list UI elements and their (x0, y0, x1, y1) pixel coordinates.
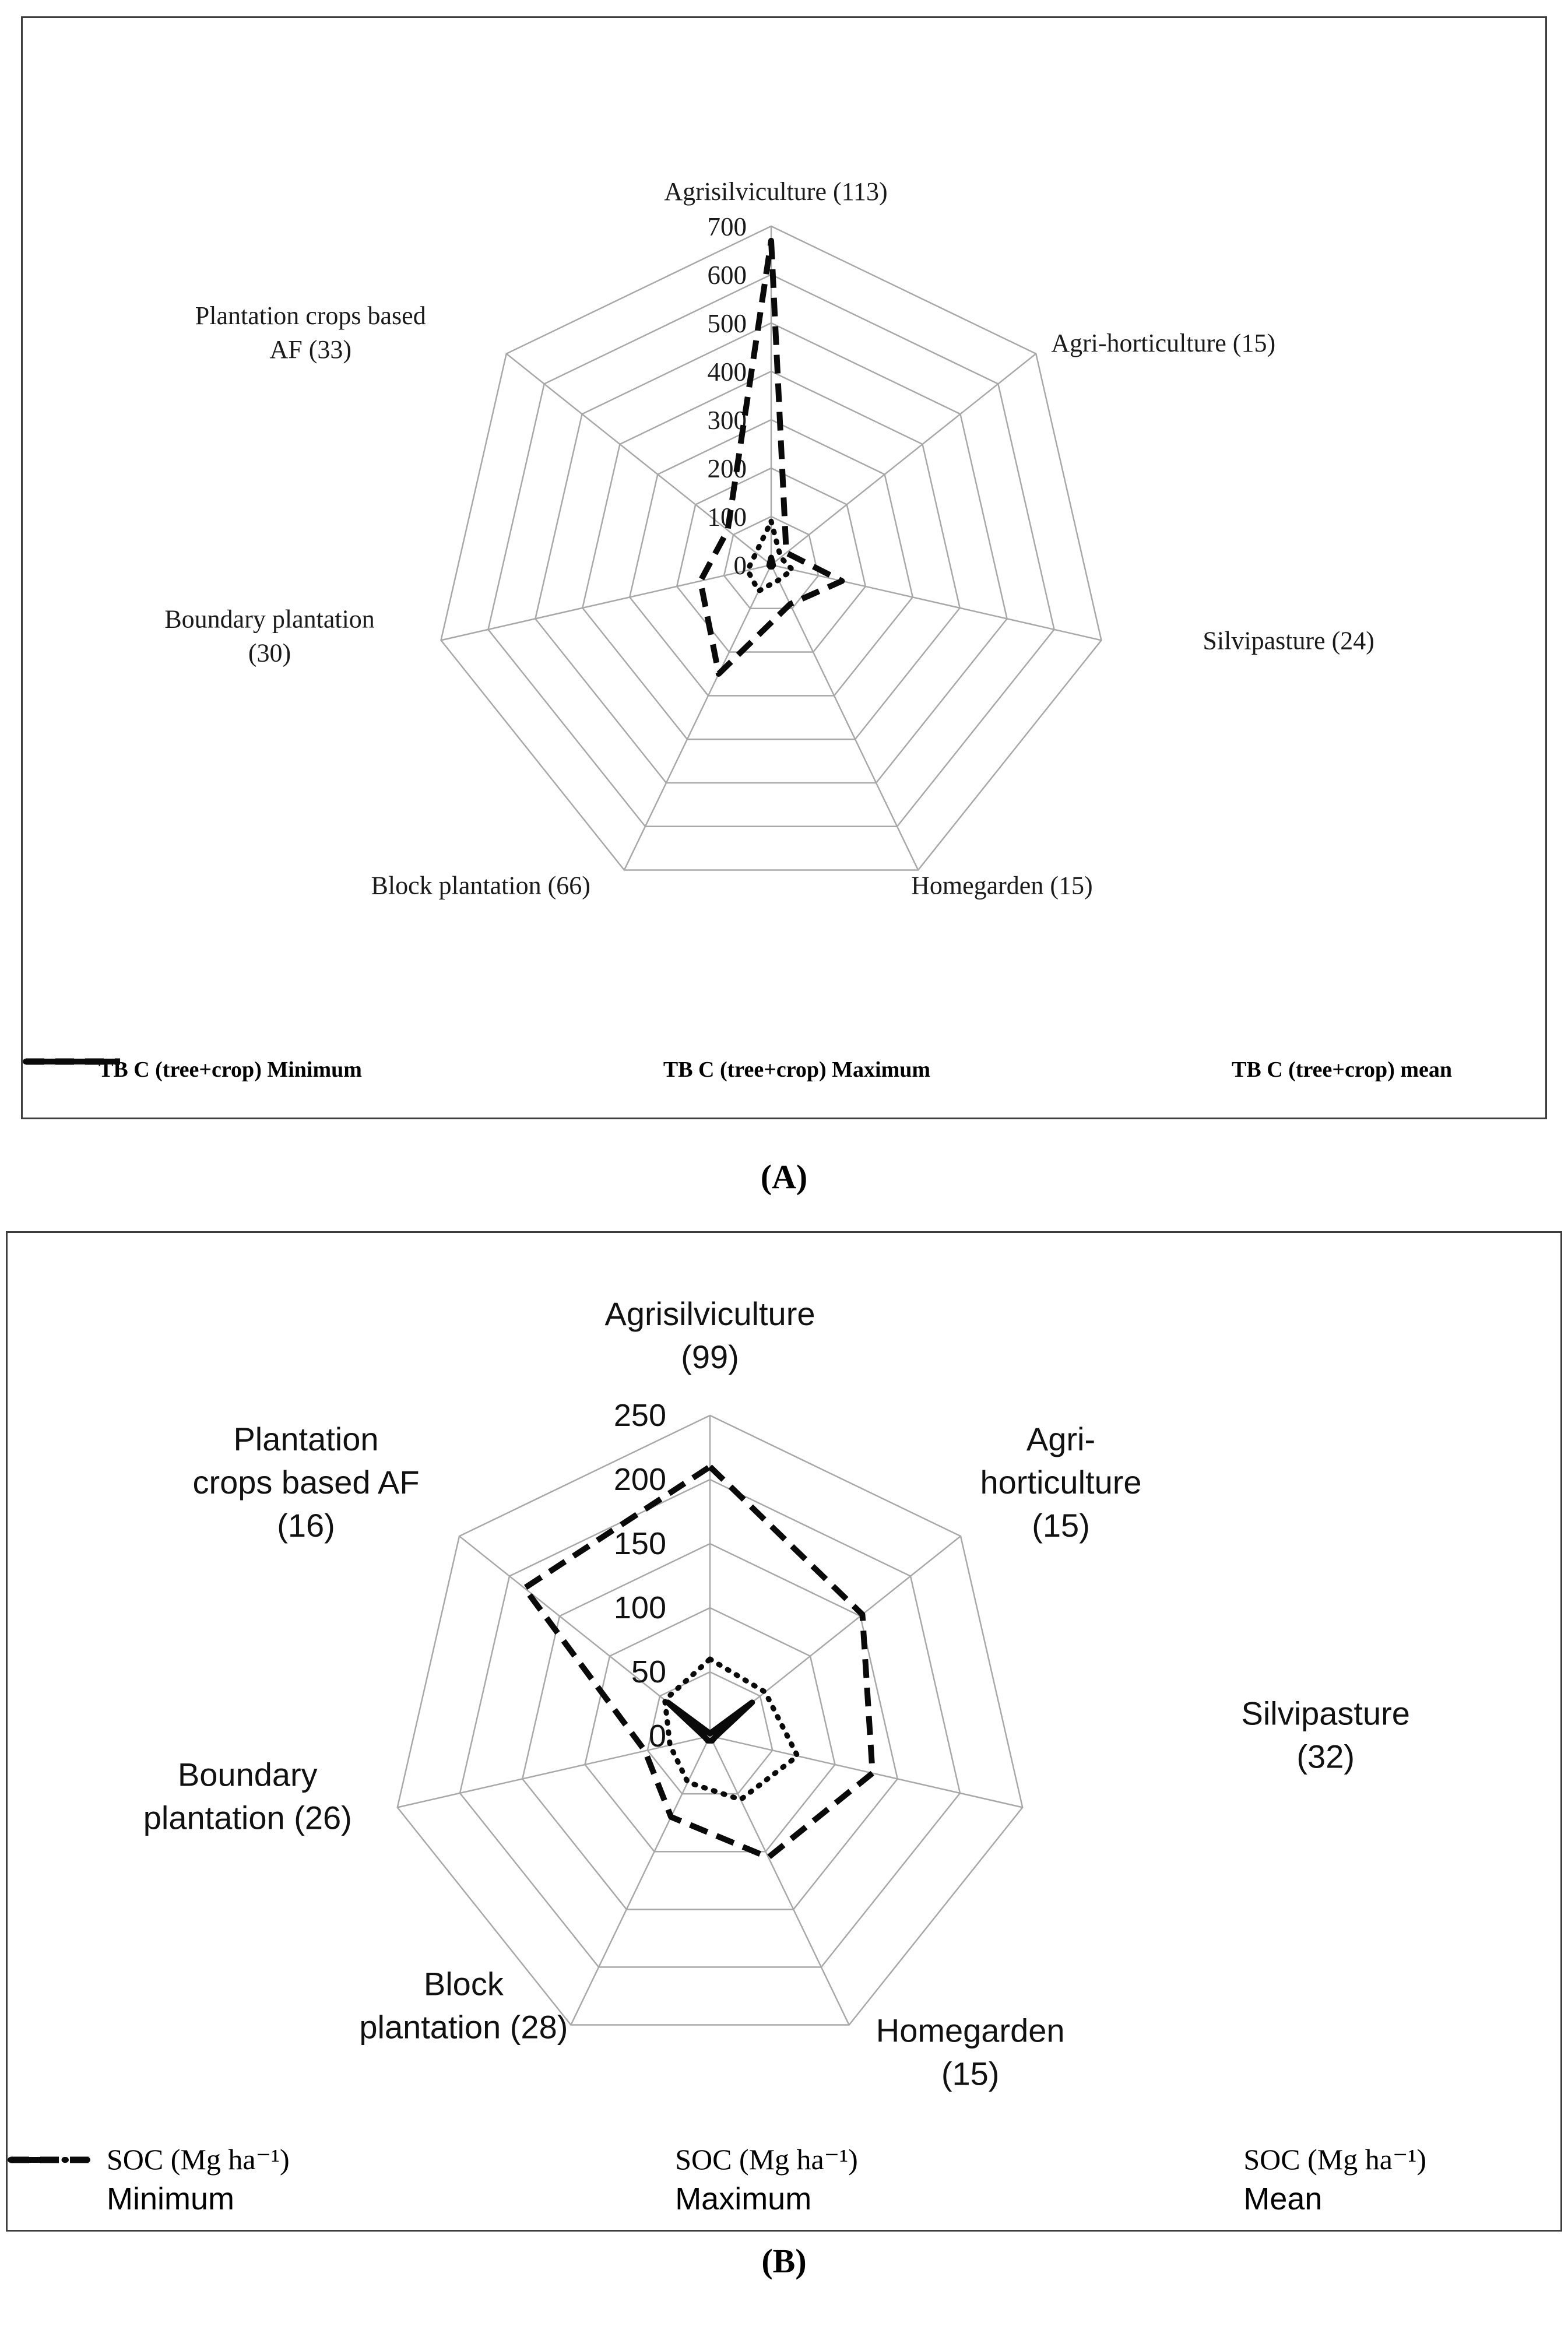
axis-label: Agrisilviculture (99) (604, 1295, 815, 1375)
radial-tick-label: 600 (707, 261, 747, 290)
axis-label: Block plantation (28) (359, 1965, 568, 2046)
axis-label: Boundary plantation (26) (143, 1756, 352, 1836)
radar-spoke (771, 565, 918, 870)
axis-label: Homegarden (15) (911, 871, 1093, 900)
caption-a: (A) (760, 1158, 808, 1196)
legend-a (23, 1057, 1545, 1083)
radar-spoke (624, 565, 771, 870)
legend-label-mean: Mean (1243, 2181, 1323, 2216)
axis-label: Plantation crops based AF (33) (195, 301, 426, 364)
legend-label-maximum: TB C (tree+crop) Maximum (663, 1057, 931, 1082)
axis-label: Silvipasture (32) (1241, 1695, 1410, 1775)
legend-label-soc: SOC (Mg ha⁻¹) (107, 2143, 290, 2176)
legend-item-mean (1232, 1057, 1452, 1083)
legend-label-maximum: Maximum (675, 2181, 812, 2216)
radial-tick-label: 200 (707, 454, 747, 483)
radar-spoke (441, 565, 771, 640)
radial-tick-label: 100 (707, 503, 747, 532)
axis-label: Boundary plantation (30) (164, 605, 375, 667)
axis-label: Plantation crops based AF (16) (192, 1421, 420, 1544)
radar-chart-b (8, 1233, 1560, 2230)
radar-spoke (771, 565, 1101, 640)
legend-label-soc: SOC (Mg ha⁻¹) (675, 2143, 858, 2176)
radial-tick-label: 50 (631, 1654, 666, 1689)
radial-tick-label: 250 (613, 1398, 666, 1433)
legend-b (8, 2142, 1560, 2217)
radar-spoke (710, 1736, 849, 2025)
radar-spoke (771, 354, 1036, 565)
legend-line-dotted-icon (23, 1057, 1545, 1083)
legend-label-mean: TB C (tree+crop) mean (1232, 1057, 1452, 1082)
series-solid (769, 558, 773, 567)
radial-tick-label: 500 (707, 309, 747, 338)
caption-b: (B) (761, 2242, 807, 2280)
axis-label: Block plantation (66) (371, 871, 590, 900)
radial-tick-label: 700 (707, 212, 747, 241)
axis-label: Homegarden (15) (876, 2012, 1065, 2092)
axis-label: Agri-horticulture (15) (980, 1421, 1142, 1544)
radial-tick-label: 150 (613, 1526, 666, 1561)
legend-line-dashed-icon (8, 2155, 1560, 2230)
axis-label: Agri-horticulture (15) (1051, 328, 1276, 357)
legend-label-soc: SOC (Mg ha⁻¹) (1243, 2143, 1426, 2176)
series-dashed (525, 1467, 873, 1857)
legend-item-mean (1243, 2142, 1426, 2217)
radar-chart-a (23, 18, 1545, 1118)
radial-tick-label: 200 (613, 1462, 666, 1497)
radial-tick-label: 0 (648, 1719, 666, 1754)
figure-panel-b (6, 1231, 1562, 2232)
radial-tick-label: 0 (733, 551, 747, 580)
figure-panel-a (21, 16, 1547, 1119)
axis-label: Agrisilviculture (113) (664, 177, 888, 206)
legend-label-minimum: Minimum (107, 2181, 235, 2216)
legend-label-minimum: TB C (tree+crop) Minimum (99, 1057, 362, 1082)
radial-tick-label: 300 (707, 406, 747, 435)
radial-tick-label: 100 (613, 1590, 666, 1625)
axis-label: Silvipasture (24) (1203, 626, 1374, 655)
radar-spoke (710, 1736, 1022, 1807)
radial-tick-label: 400 (707, 357, 747, 387)
